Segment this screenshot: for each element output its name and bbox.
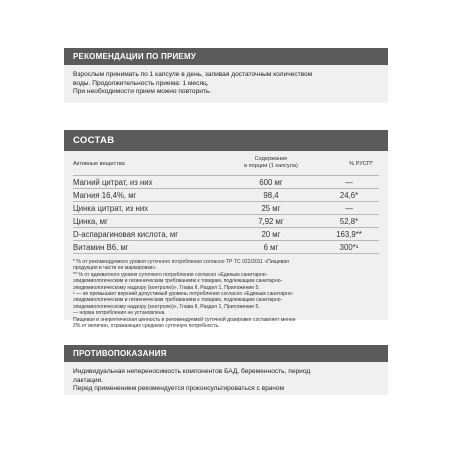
- table-row: [73, 228, 379, 241]
- row-percent: 52,8*: [339, 217, 359, 226]
- contraindications-line: лактации.: [73, 376, 104, 384]
- table-row: [73, 241, 379, 254]
- row-percent: 300*¹: [339, 243, 359, 252]
- row-name: D-аспарагиновая кислота, мг: [73, 230, 179, 239]
- table-row: [73, 215, 379, 228]
- row-value: 6 мг: [263, 243, 279, 252]
- row-value: 25 мг: [261, 204, 281, 213]
- row-name: Цинка, мг: [73, 217, 108, 226]
- contraindications-panel: [64, 345, 388, 395]
- row-value: 98,4: [263, 191, 279, 200]
- row-value: 7,92 мг: [258, 217, 284, 226]
- header-content-line2: в порции (1 капсула): [244, 163, 298, 169]
- recommendations-title: РЕКОМЕНДАЦИИ ПО ПРИЕМУ: [64, 48, 388, 65]
- composition-title: СОСТАВ: [64, 130, 388, 151]
- row-percent: —: [345, 178, 353, 187]
- row-percent: 24,6*: [339, 191, 359, 200]
- footnote-line: — норма потребления не установлена.: [73, 310, 166, 317]
- row-percent: —: [345, 204, 353, 213]
- footnote-line: * % от рекомендуемого уровня суточного потребления согласно ТР ТС 022/2011 «Пищевая: [73, 259, 289, 265]
- table-row: [73, 189, 379, 202]
- footnote-line: 2% от величин, отражающих среднюю суточную потребность.: [73, 323, 220, 330]
- footnote-line: Пищевая и энергетическая ценность в рекомендуемой суточной дозировке составляет менее: [73, 316, 296, 323]
- row-name: Витамин В6, мг: [73, 243, 129, 252]
- composition-table: [73, 176, 379, 254]
- table-row: [73, 176, 379, 189]
- header-rsp: % РУСП*: [349, 161, 373, 167]
- header-substance: Активные вещества: [73, 161, 125, 167]
- footnote-line: продукция в части ее маркировки».: [73, 265, 157, 272]
- recommendations-line: При необходимости прием можно повторить.: [73, 88, 212, 96]
- header-content: [231, 156, 311, 170]
- recommendations-line: Взрослым принимать по 1 капсуле в день, запивая достаточным количеством: [73, 71, 313, 78]
- row-percent: 163,9**: [336, 230, 362, 239]
- contraindications-title: ПРОТИВОПОКАЗАНИЯ: [64, 345, 388, 362]
- footnote-line: эпидемиологическому надзору (контролю)», Глава II, Раздел 1, Приложение 5.: [73, 284, 260, 291]
- footnote-line: эпидемиологическим и гигиеническим требованиям к товарам, подлежащим санитарно-: [73, 297, 283, 304]
- row-value: 20 мг: [261, 230, 281, 239]
- footnote-line: ¹ — не превышает верхний допустимый уровень потребления согласно «Единым санитарно-: [73, 291, 294, 298]
- contraindications-text: [64, 362, 388, 400]
- contraindications-line: Индивидуальная непереносимость компонентов БАД, беременность, период: [73, 368, 311, 375]
- composition-table-header: [73, 155, 379, 176]
- row-name: Магния 16,4%, мг: [73, 191, 137, 200]
- recommendations-panel: [64, 48, 388, 103]
- composition-footnotes: [73, 259, 379, 329]
- table-row: [73, 202, 379, 215]
- header-content-line1: Содержание: [254, 156, 288, 162]
- footnote-line: эпидемиологическому надзору (контролю)», Глава II, Раздел 1, Приложение 5.: [73, 303, 260, 310]
- recommendations-line: воды. Продолжительность приема: 1 месяц.: [73, 79, 209, 87]
- row-name: Магний цитрат, из них: [73, 178, 153, 187]
- contraindications-line: Перед применением рекомендуется проконсультироваться с врачом: [73, 385, 285, 393]
- composition-panel: [64, 130, 388, 330]
- recommendations-text: [64, 65, 388, 103]
- row-value: 600 мг: [259, 178, 283, 187]
- footnote-line: ** % от адекватного уровня суточного потребления согласно «Единым санитарно-: [73, 271, 268, 278]
- footnote-line: эпидемиологическим и гигиеническим требованиям к товарам, подлежащим санитарно-: [73, 278, 283, 285]
- row-name: Цинка цитрат, из них: [73, 204, 149, 213]
